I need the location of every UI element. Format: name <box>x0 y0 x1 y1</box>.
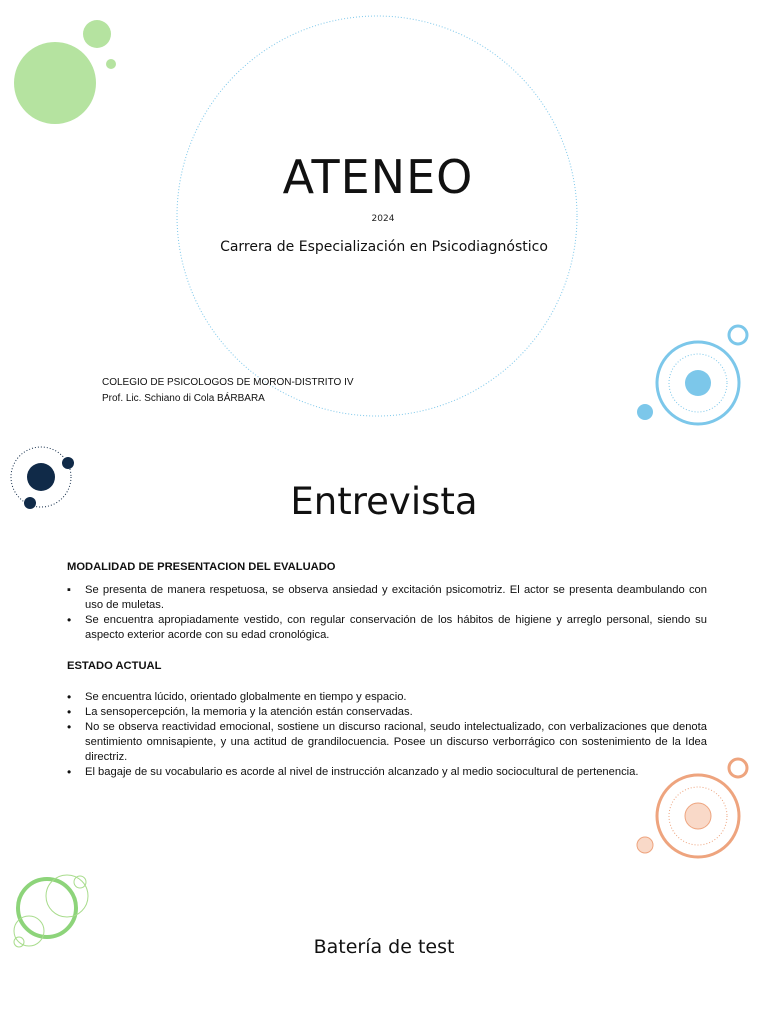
professor-name: Prof. Lic. Schiano di Cola BÁRBARA <box>102 393 265 404</box>
orange-small-ring <box>729 759 747 777</box>
interview-title: Entrevista <box>290 480 478 523</box>
list-item: • La sensopercepción, la memoria y la atención están conservadas. <box>67 705 707 720</box>
green-large-bubble <box>14 42 96 124</box>
cover-year: 2024 <box>371 214 395 224</box>
presentation-list <box>67 583 707 643</box>
list-item: • Se encuentra apropiadamente vestido, con regular conservación de los hábitos de higiene y arreglo personal, siendo su aspecto exterior acorde con su edad cronológica. <box>67 613 707 643</box>
blue-dot-center <box>685 370 711 396</box>
blue-small-dot <box>637 404 653 420</box>
list-item: ▪ Se presenta de manera respetuosa, se observa ansiedad y excitación psicomotriz. El actor se presenta deambulando con uso de muletas. <box>67 583 707 613</box>
green-small-bubble <box>106 59 116 69</box>
green-medium-bubble <box>83 20 111 48</box>
list-item: • El bagaje de su vocabulario es acorde al nivel de instrucción alcanzado y al medio sociocultural de pertenencia. <box>67 765 707 780</box>
list-item: • Se encuentra lúcido, orientado globalmente en tiempo y espacio. <box>67 690 707 705</box>
college-block <box>102 375 354 407</box>
college-name: COLEGIO DE PSICOLOGOS DE MORON-DISTRITO IV <box>102 377 354 388</box>
orange-small-dot <box>637 837 653 853</box>
section-heading-presentation: MODALIDAD DE PRESENTACION DEL EVALUADO <box>67 561 336 573</box>
blue-small-ring <box>729 326 747 344</box>
list-item: • No se observa reactividad emocional, sostiene un discurso racional, seudo intelectualizado, con verbalizaciones que denota sentimiento omnisapiente, y una actitud de grandilocuencia. Posee un discurso verborrágico con sostenimiento de la Idea directriz. <box>67 720 707 765</box>
navy-small-dot-top <box>62 457 74 469</box>
current-state-list <box>67 690 707 780</box>
cover-title: ATENEO <box>282 150 474 204</box>
battery-title: Batería de test <box>313 936 455 958</box>
green-ring-small-top <box>74 876 86 888</box>
cover-subtitle: Carrera de Especialización en Psicodiagnóstico <box>220 239 548 255</box>
green-ring-thin <box>46 875 88 917</box>
interview-content <box>67 560 707 780</box>
section-heading-current-state: ESTADO ACTUAL <box>67 660 162 672</box>
green-ring-large <box>18 879 76 937</box>
orange-center-dot <box>685 803 711 829</box>
